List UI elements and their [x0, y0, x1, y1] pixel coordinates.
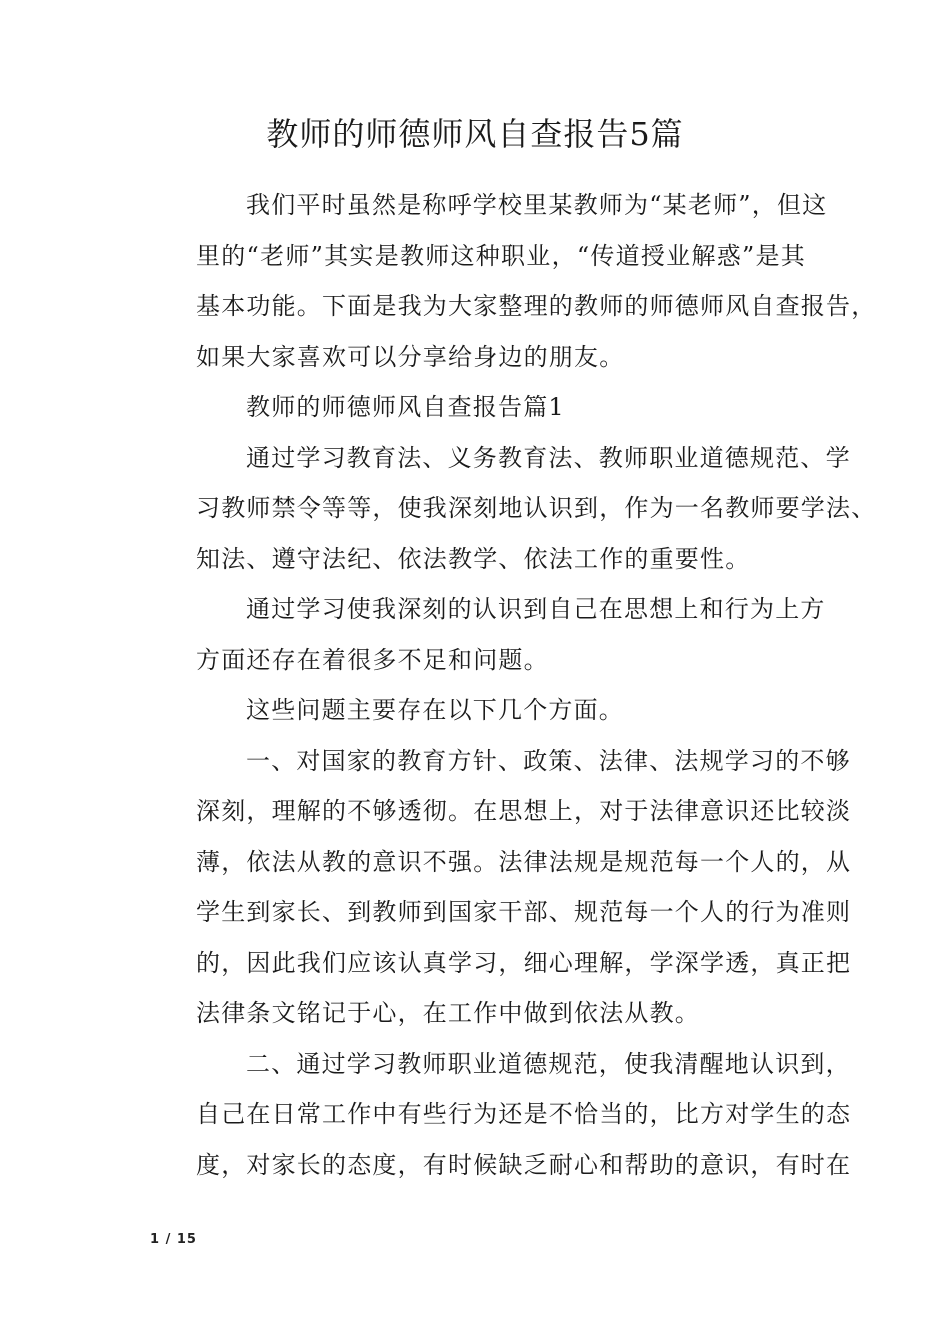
text-line: 如果大家喜欢可以分享给身边的朋友。 [196, 342, 625, 371]
text-line: 自己在日常工作中有些行为还是不恰当的，比方对学生的态 [196, 1100, 852, 1128]
text-line: 的，因此我们应该认真学习，细心理解，学深学透，真正把 [196, 948, 852, 977]
text-line: 基本功能。下面是我为大家整理的教师的师德师风自查报告， [196, 292, 877, 320]
text-line: 法律条文铭记于心，在工作中做到依法从教。 [196, 999, 700, 1027]
page-indicator: 1 / 15 [150, 1232, 197, 1247]
text-line: 这些问题主要存在以下几个方面。 [246, 696, 624, 724]
text-line: 知法、遵守法纪、依法教学、依法工作的重要性。 [196, 544, 751, 573]
section-heading [146, 382, 806, 433]
text-line: 我们平时虽然是称呼学校里某教师为“某老师”，但这 [246, 191, 828, 219]
text-line: 里的“老师”其实是教师这种职业，“传道授业解惑”是其 [196, 241, 806, 270]
text-line: 深刻，理解的不够透彻。在思想上，对于法律意识还比较淡 [196, 797, 852, 825]
paragraph [146, 584, 826, 685]
text-line: 一、对国家的教育方针、政策、法律、法规学习的不够 [246, 746, 851, 775]
text-line: 习教师禁令等等，使我深刻地认识到，作为一名教师要学法、 [196, 494, 877, 522]
paragraph [146, 736, 852, 1039]
text-line: 通过学习教育法、义务教育法、教师职业道德规范、学 [246, 443, 851, 472]
text-line: 度，对家长的态度，有时候缺乏耐心和帮助的意识，有时在 [196, 1150, 852, 1179]
document-title: 教师的师德师风自查报告5篇 [266, 115, 684, 153]
text-line: 二、通过学习教师职业道德规范，使我清醒地认识到， [246, 1049, 851, 1078]
paragraph-intro [146, 180, 877, 382]
paragraph [146, 685, 806, 736]
text-line: 教师的师德师风自查报告篇1 [246, 393, 565, 421]
document-body [146, 180, 877, 1190]
paragraph [146, 433, 877, 585]
text-line: 方面还存在着很多不足和问题。 [196, 645, 549, 674]
text-line: 学生到家长、到教师到国家干部、规范每一个人的行为准则 [196, 898, 852, 926]
text-line: 薄，依法从教的意识不强。法律法规是规范每一个人的，从 [196, 847, 852, 876]
text-line: 通过学习使我深刻的认识到自己在思想上和行为上方 [246, 595, 826, 623]
paragraph [146, 1039, 852, 1191]
